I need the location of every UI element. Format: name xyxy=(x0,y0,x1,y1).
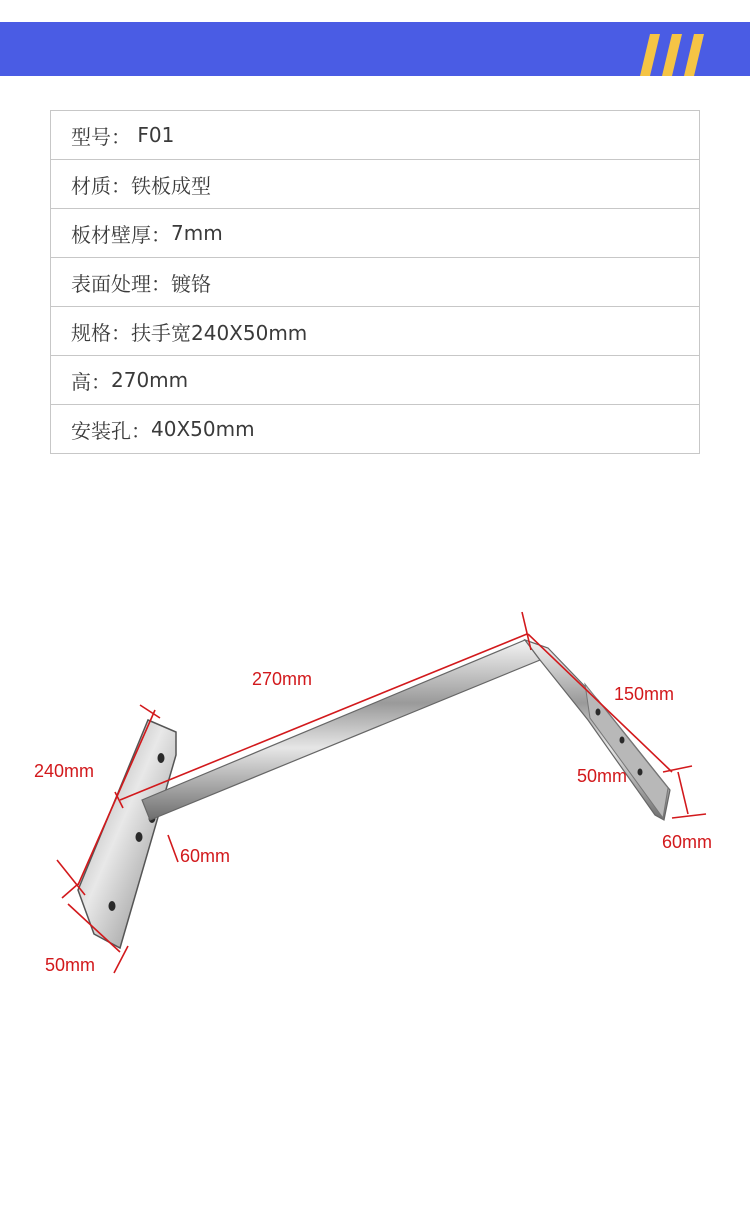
dimension-arm-end-height: 60mm xyxy=(662,832,713,852)
spec-row-surface xyxy=(51,258,699,307)
dimension-hole-spacing: 60mm xyxy=(180,846,231,866)
stripes-icon xyxy=(638,34,708,76)
spec-value: 扶手宽240X50mm xyxy=(131,320,308,345)
spec-label: 型号： xyxy=(71,124,131,149)
spec-label: 高： xyxy=(71,369,111,394)
bracket-diagram xyxy=(0,590,750,990)
dimension-length: 270mm xyxy=(252,669,313,689)
spec-row-size xyxy=(51,307,699,356)
dimension-plate-height: 240mm xyxy=(34,761,95,781)
dimension-arm-end: 150mm xyxy=(614,684,675,704)
spec-label: 安装孔： xyxy=(71,418,151,443)
spec-value: 铁板成型 xyxy=(131,173,211,198)
spec-row-holes xyxy=(51,405,699,454)
spec-row-model xyxy=(51,111,699,160)
dimension-arm-end-width: 50mm xyxy=(577,766,628,786)
spec-label: 表面处理： xyxy=(71,271,171,296)
spec-value: 7mm xyxy=(171,221,223,245)
bracket-image xyxy=(78,640,670,948)
spec-value: F01 xyxy=(131,123,175,147)
header-banner xyxy=(0,22,750,76)
spec-value: 镀铬 xyxy=(171,271,211,296)
spec-value: 40X50mm xyxy=(151,417,255,441)
dimension-plate-width: 50mm xyxy=(45,955,96,975)
spec-label: 规格： xyxy=(71,320,131,345)
spec-row-thickness xyxy=(51,209,699,258)
spec-row-height xyxy=(51,356,699,405)
spec-label: 板材壁厚： xyxy=(71,222,171,247)
spec-value: 270mm xyxy=(111,368,189,392)
spec-row-material xyxy=(51,160,699,209)
spec-label: 材质： xyxy=(71,173,131,198)
spec-table xyxy=(50,110,700,454)
